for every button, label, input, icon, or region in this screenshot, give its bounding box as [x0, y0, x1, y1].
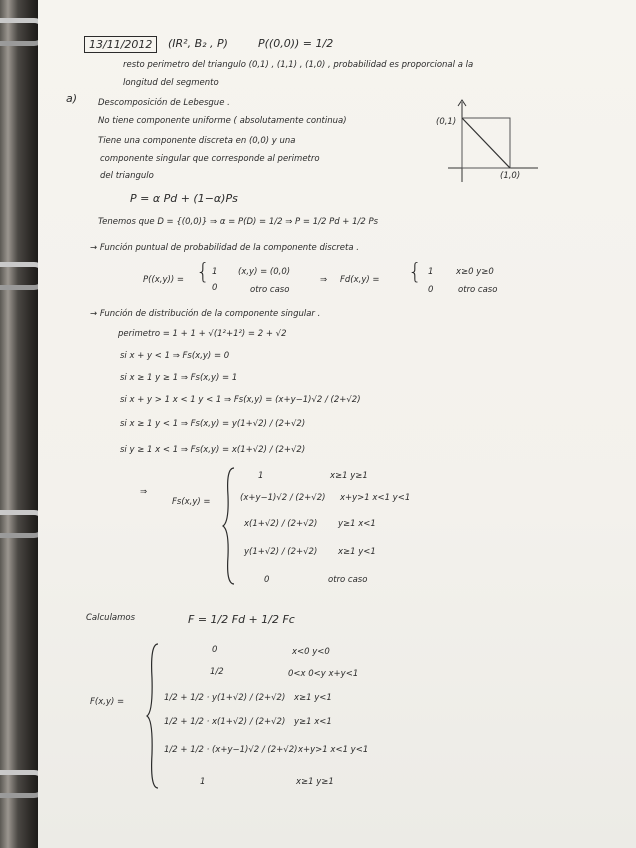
- discrete-fd-brace: {: [408, 260, 422, 285]
- final-formula: F = 1/2 Fd + 1/2 Fc: [188, 613, 295, 626]
- fs-piece-3-val: x(1+√2) / (2+√2): [244, 519, 318, 529]
- discrete-p-case2-val: 0: [212, 283, 218, 293]
- alpha-line: Tenemos que D = {(0,0)} ⇒ α = P(D) = 1/2 ⇒ P = 1/2 Pd + 1/2 Ps: [98, 217, 379, 227]
- final-piece-5-cond: x+y>1 x<1 y<1: [298, 745, 369, 755]
- graph-label-0-1: (0,1): [436, 117, 457, 127]
- header-line-2: longitud del segmento: [123, 78, 219, 88]
- fs-piece-4-cond: x≥1 y<1: [338, 547, 376, 557]
- fs-implies-arrow: ⇒: [140, 487, 148, 497]
- discrete-p-case1-cond: (x,y) = (0,0): [238, 267, 291, 277]
- final-piece-6-val: 1: [200, 777, 206, 787]
- fs-piece-4-val: y(1+√2) / (2+√2): [244, 547, 318, 557]
- final-piece-1-cond: x<0 y<0: [292, 647, 330, 657]
- final-piece-5-val: 1/2 + 1/2 · (x+y−1)√2 / (2+√2): [164, 745, 298, 755]
- probability-space: (IR², B₂ , P): [168, 37, 228, 50]
- intro-line-2: No tiene componente uniforme ( absolutamente continua): [98, 116, 347, 126]
- discrete-p-case1-val: 1: [212, 267, 218, 277]
- decomposition-formula: P = α Pd + (1−α)Ps: [130, 192, 238, 205]
- final-piece-6-cond: x≥1 y≥1: [296, 777, 334, 787]
- fs-piece-3-cond: y≥1 x<1: [338, 519, 376, 529]
- fs-piece-5-cond: otro caso: [328, 575, 368, 585]
- fs-piece-1-cond: x≥1 y≥1: [330, 471, 368, 481]
- fs-piece-2-cond: x+y>1 x<1 y<1: [340, 493, 411, 503]
- discrete-p-case2-cond: otro caso: [250, 285, 290, 295]
- discrete-fd-case1-cond: x≥0 y≥0: [456, 267, 494, 277]
- fs-piece-2-val: (x+y−1)√2 / (2+√2): [240, 493, 326, 503]
- binder-spine: [0, 0, 40, 848]
- fs-lhs: Fs(x,y) =: [172, 497, 211, 507]
- singular-case-2: si x ≥ 1 y ≥ 1 ⇒ Fs(x,y) = 1: [120, 373, 238, 383]
- final-piece-2-cond: 0<x 0<y x+y<1: [288, 669, 359, 679]
- point-probability: P((0,0)) = 1/2: [258, 37, 334, 50]
- date-text: 13/11/2012: [89, 38, 153, 51]
- discrete-fd-case2-cond: otro caso: [458, 285, 498, 295]
- discrete-fd-case2-val: 0: [428, 285, 434, 295]
- perimetro-line: perimetro = 1 + 1 + √(1²+1²) = 2 + √2: [118, 329, 287, 339]
- final-piece-3-cond: x≥1 y<1: [294, 693, 332, 703]
- discrete-fd-lhs: Fd(x,y) =: [340, 275, 380, 285]
- singular-case-4: si x ≥ 1 y < 1 ⇒ Fs(x,y) = y(1+√2) / (2+√2): [120, 419, 306, 429]
- discrete-heading: → Función puntual de probabilidad de la componente discreta .: [90, 243, 359, 253]
- singular-case-5: si y ≥ 1 x < 1 ⇒ Fs(x,y) = x(1+√2) / (2+√2): [120, 445, 306, 455]
- intro-line-4: componente singular que corresponde al perimetro: [100, 154, 320, 164]
- final-brace: [146, 642, 160, 790]
- date-box: [84, 36, 157, 53]
- graph-label-1-0: (1,0): [500, 171, 521, 181]
- discrete-p-brace: {: [196, 260, 210, 285]
- discrete-arrow: ⇒: [320, 275, 328, 285]
- final-piece-1-val: 0: [212, 645, 218, 655]
- final-lhs: F(x,y) =: [90, 697, 125, 707]
- final-piece-3-val: 1/2 + 1/2 · y(1+√2) / (2+√2): [164, 693, 286, 703]
- singular-heading: → Función de distribución de la componente singular .: [90, 309, 321, 319]
- final-heading: Calculamos: [86, 613, 136, 623]
- header-line-1: resto perimetro del triangulo (0,1) , (1,1) , (1,0) , probabilidad es proporcional a la: [123, 60, 474, 70]
- final-piece-4-cond: y≥1 x<1: [294, 717, 332, 727]
- intro-line-3: Tiene una componente discreta en (0,0) y una: [98, 136, 296, 146]
- part-label: a): [66, 92, 78, 105]
- fs-brace: [222, 466, 236, 586]
- discrete-p-lhs: P((x,y)) =: [143, 275, 184, 285]
- triangle-graph: [440, 96, 540, 188]
- final-piece-4-val: 1/2 + 1/2 · x(1+√2) / (2+√2): [164, 717, 286, 727]
- final-piece-2-val: 1/2: [210, 667, 224, 677]
- fs-piece-5-val: 0: [264, 575, 270, 585]
- intro-line-5: del triangulo: [100, 171, 154, 181]
- singular-case-3: si x + y > 1 x < 1 y < 1 ⇒ Fs(x,y) = (x+y−1)√2 / (2+√2): [120, 395, 361, 405]
- fs-piece-1-val: 1: [258, 471, 264, 481]
- intro-line-1: Descomposición de Lebesgue .: [98, 98, 230, 108]
- discrete-fd-case1-val: 1: [428, 267, 434, 277]
- triangle-hypotenuse: [462, 118, 510, 168]
- singular-case-1: si x + y < 1 ⇒ Fs(x,y) = 0: [120, 351, 230, 361]
